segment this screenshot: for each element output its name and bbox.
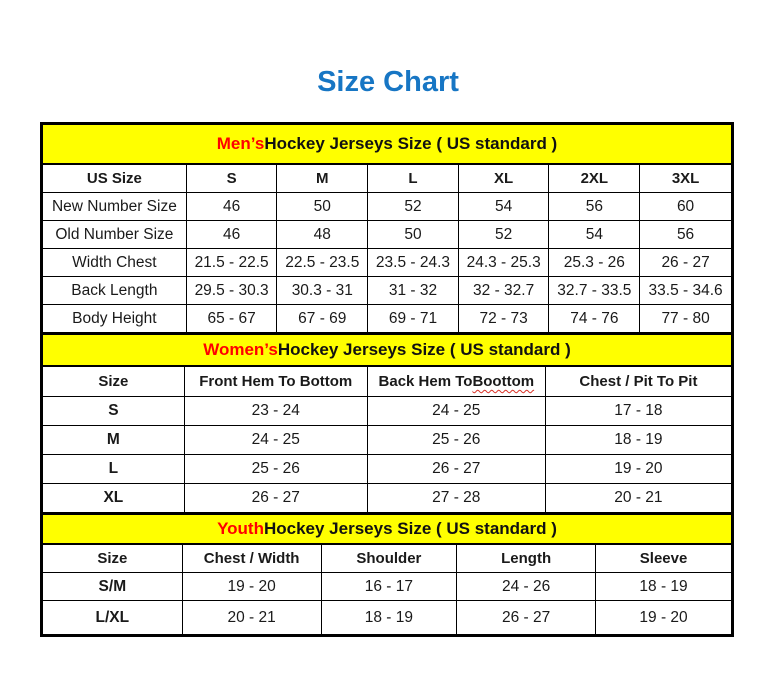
row-label: S xyxy=(43,397,185,426)
cell-value: 72 - 73 xyxy=(459,305,550,333)
cell-value: 24 - 26 xyxy=(457,573,596,601)
cell-value: 26 - 27 xyxy=(368,455,546,484)
table-row xyxy=(43,221,731,249)
cell-value: 18 - 19 xyxy=(322,601,458,634)
cell-value: 33.5 - 34.6 xyxy=(640,277,731,305)
column-header-text: Back Hem To xyxy=(378,373,473,390)
row-label: L/XL xyxy=(43,601,183,634)
row-label: S/M xyxy=(43,573,183,601)
cell-value: 65 - 67 xyxy=(187,305,278,333)
table-row xyxy=(43,305,731,333)
section-men xyxy=(43,125,731,333)
cell-value: 50 xyxy=(368,221,459,249)
column-header: L xyxy=(368,165,459,193)
cell-value: 23.5 - 24.3 xyxy=(368,249,459,277)
cell-value: 20 - 21 xyxy=(546,484,731,513)
table-row xyxy=(43,249,731,277)
cell-value: 19 - 20 xyxy=(546,455,731,484)
cell-value: 26 - 27 xyxy=(457,601,596,634)
cell-value: 19 - 20 xyxy=(639,608,688,626)
cell-value: 21.5 - 22.5 xyxy=(187,249,278,277)
band-text: Hockey Jerseys Size ( US standard ) xyxy=(277,340,571,359)
cell-value: 54 xyxy=(459,193,550,221)
cell-value: 54 xyxy=(549,221,640,249)
cell-value: 20 - 21 xyxy=(183,601,322,634)
row-label: Old Number Size xyxy=(43,221,187,249)
table-row xyxy=(43,397,731,426)
cell-value: 52 xyxy=(368,193,459,221)
table-row xyxy=(43,601,731,634)
cell-value: 46 xyxy=(187,193,278,221)
table-row xyxy=(43,193,731,221)
cell-value: 18 - 19 xyxy=(596,573,731,601)
row-label: M xyxy=(43,426,185,455)
band-accent-text: Youth xyxy=(217,519,264,538)
band-text: Hockey Jerseys Size ( US standard ) xyxy=(263,519,557,538)
cell-value: 29.5 - 30.3 xyxy=(187,277,278,305)
column-header: 2XL xyxy=(549,165,640,193)
cell-value: 24.3 - 25.3 xyxy=(459,249,550,277)
table-row xyxy=(43,277,731,305)
cell-value: 25 - 26 xyxy=(368,426,546,455)
cell-value: 32 - 32.7 xyxy=(459,277,550,305)
row-label: Body Height xyxy=(43,305,187,333)
column-header: Chest / Width xyxy=(183,545,322,573)
cell-value: 16 - 17 xyxy=(322,573,458,601)
table-row xyxy=(43,484,731,513)
cell-value: 26 - 27 xyxy=(185,484,368,513)
row-label: XL xyxy=(43,484,185,513)
column-header: XL xyxy=(459,165,550,193)
row-label: Width Chest xyxy=(43,249,187,277)
cell-value: 32.7 - 33.5 xyxy=(549,277,640,305)
table-row xyxy=(43,426,731,455)
cell-value: 24 - 25 xyxy=(368,397,546,426)
column-header: Chest / Pit To Pit xyxy=(546,367,731,397)
column-header: 3XL xyxy=(640,165,731,193)
band-accent-text: Women’s xyxy=(203,340,278,359)
cell-value: 69 - 71 xyxy=(368,305,459,333)
cell-value: 23 - 24 xyxy=(185,397,368,426)
section-band-men xyxy=(43,125,731,165)
cell-value: 30.3 - 31 xyxy=(277,277,368,305)
cell-value: 67 - 69 xyxy=(277,305,368,333)
header-row xyxy=(43,545,731,573)
cell-value: 77 - 80 xyxy=(640,305,731,333)
column-header: Size xyxy=(43,367,185,397)
page-title: Size Chart xyxy=(317,66,459,98)
cell-value: 26 - 27 xyxy=(640,249,731,277)
header-row xyxy=(43,367,731,397)
cell-value: 50 xyxy=(277,193,368,221)
cell-value: 18 - 19 xyxy=(546,426,731,455)
table-row xyxy=(43,573,731,601)
cell-value: 56 xyxy=(549,193,640,221)
row-label: Back Length xyxy=(43,277,187,305)
cell-value: 46 xyxy=(187,221,278,249)
column-header: Sleeve xyxy=(596,545,731,573)
band-text: Hockey Jerseys Size ( US standard ) xyxy=(264,134,558,153)
misspelled-word: Boottom xyxy=(472,373,535,390)
column-header: Front Hem To Bottom xyxy=(185,367,368,397)
row-label: L xyxy=(43,455,185,484)
row-label: New Number Size xyxy=(43,193,187,221)
cell-value: 25.3 - 26 xyxy=(549,249,640,277)
cell-value: 48 xyxy=(277,221,368,249)
column-header: Size xyxy=(43,545,183,573)
cell-value: 17 - 18 xyxy=(546,397,731,426)
column-header: S xyxy=(187,165,278,193)
section-women xyxy=(43,333,731,513)
section-band-women xyxy=(43,333,731,367)
cell-value: 60 xyxy=(640,193,731,221)
cell-value: 19 - 20 xyxy=(183,573,322,601)
cell-value: 22.5 - 23.5 xyxy=(277,249,368,277)
cell-value: 52 xyxy=(459,221,550,249)
section-youth xyxy=(43,513,731,634)
column-header xyxy=(368,367,546,397)
section-band-youth xyxy=(43,513,731,545)
table-row xyxy=(43,455,731,484)
band-accent-text: Men’s xyxy=(216,134,265,153)
cell-value: 25 - 26 xyxy=(185,455,368,484)
cell-value: 56 xyxy=(640,221,731,249)
column-header: Shoulder xyxy=(322,545,458,573)
cell-value: 31 - 32 xyxy=(368,277,459,305)
column-header: US Size xyxy=(43,165,187,193)
size-chart-table xyxy=(40,122,734,637)
cell-value: 74 - 76 xyxy=(549,305,640,333)
cell-value: 24 - 25 xyxy=(185,426,368,455)
column-header: Length xyxy=(457,545,596,573)
cell-value: 27 - 28 xyxy=(368,484,546,513)
header-row xyxy=(43,165,731,193)
column-header: M xyxy=(277,165,368,193)
